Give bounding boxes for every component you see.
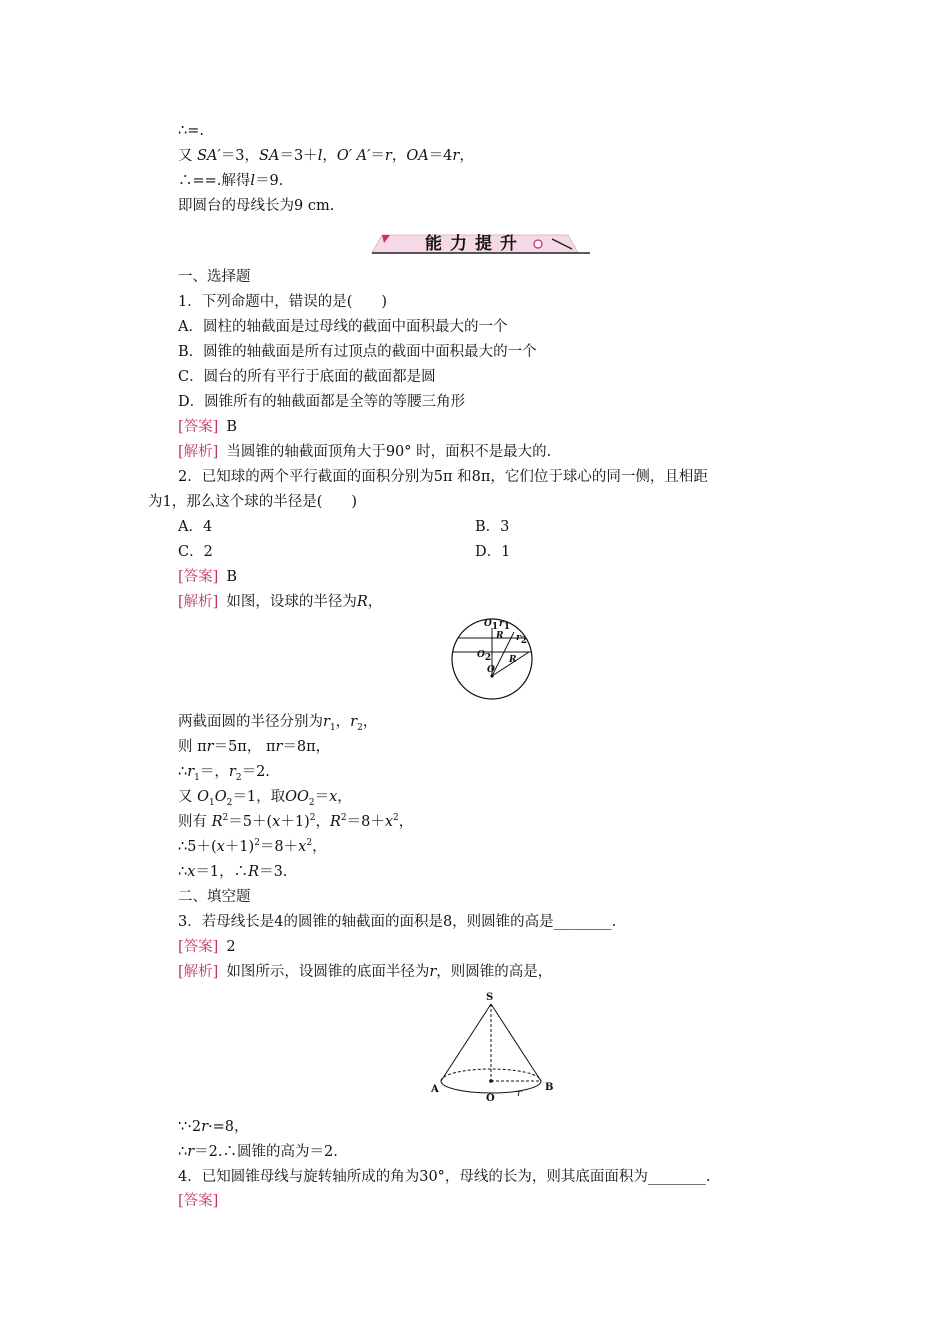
answer-line: [答案] B: [178, 419, 237, 435]
analysis-label: [解析]: [178, 594, 219, 610]
answer-line: [答案] 2: [178, 939, 236, 955]
text-line: 则 πr＝5π， πr＝8π，: [178, 739, 331, 755]
fig-label-o1: $O_1$: [484, 619, 499, 632]
fig-label-a: A: [431, 1084, 439, 1095]
fig-label-o2: $O_2$: [477, 650, 492, 663]
option-c: C．2: [178, 544, 213, 560]
fig-label-r2: $r_2$: [516, 633, 528, 646]
answer-line: [答案] B: [178, 569, 237, 585]
fig-label-o: O: [486, 1093, 495, 1104]
text-line: $\therefore 5+(x+1)^2=8+x^2$，: [178, 838, 327, 855]
fig-label-s: S: [486, 992, 494, 1003]
text-line: $\therefore r_1=$，$r_2=2$.: [178, 764, 270, 783]
option-a: A．圆柱的轴截面是过母线的截面中面积最大的一个: [178, 319, 508, 335]
fig-label-R-upper: R: [496, 631, 504, 641]
question-stem: 4．已知圆锥母线与旋转轴所成的角为30°，母线的长为，则其底面面积为________.: [178, 1169, 711, 1185]
analysis-line: [解析] 如图，设球的半径为R，: [178, 594, 383, 610]
fig-label-R-lower: R: [509, 655, 517, 665]
analysis-label: [解析]: [178, 964, 219, 980]
analysis-line: [解析] 当圆锥的轴截面顶角大于90° 时，面积不是最大的.: [178, 444, 552, 460]
fig-label-o: O: [487, 665, 495, 675]
question-stem-cont: 为1，那么这个球的半径是( ): [148, 494, 358, 510]
text-line: 两截面圆的半径分别为$r_1$，$r_2$，: [178, 714, 378, 733]
question-stem: 2．已知球的两个平行截面的面积分别为5π 和8π，它们位于球心的同一侧，且相距: [178, 469, 708, 485]
text-line: 又 SA′＝3，SA＝3＋l，O′ A′＝r，OA＝4r，: [178, 148, 474, 164]
text-line: ∴==.解得l＝9.: [178, 173, 284, 189]
option-b: B．圆锥的轴截面是所有过顶点的截面中面积最大的一个: [178, 344, 537, 360]
answer-label: [答案]: [178, 419, 219, 435]
answer-label: [答案]: [178, 1193, 219, 1209]
analysis-line: [解析] 如图所示，设圆锥的底面半径为r，则圆锥的高是，: [178, 964, 553, 980]
section-heading: 二、填空题: [178, 889, 251, 905]
text-line: ∴x＝1，∴R＝3.: [178, 864, 288, 880]
option-b: B．3: [475, 519, 510, 535]
text-line: ∵·2r·=8，: [178, 1119, 249, 1135]
text-line: ∴r＝2.∴圆锥的高为＝2.: [178, 1144, 338, 1160]
text-line: 则有 $R^2=5+(x+1)^2$，$R^2=8+x^2$，: [178, 813, 414, 830]
answer-label: [答案]: [178, 939, 219, 955]
text-line: 即圆台的母线长为9 cm.: [178, 198, 335, 214]
fig-label-r1: $r_1$: [499, 619, 511, 632]
option-d: D．圆锥所有的轴截面都是全等的等腰三角形: [178, 394, 466, 410]
answer-line: [178, 1191, 218, 1211]
banner-title: 能力提升: [425, 234, 525, 254]
section-heading: 一、选择题: [178, 269, 251, 285]
section-banner: [360, 231, 590, 257]
analysis-label: [解析]: [178, 444, 219, 460]
question-stem: 3．若母线长是4的圆锥的轴截面的面积是8，则圆锥的高是________.: [178, 914, 617, 930]
option-d: D．1: [475, 544, 511, 560]
fig-label-b: B: [545, 1082, 554, 1093]
text-line: ∴=.: [178, 123, 204, 139]
answer-label: [答案]: [178, 569, 219, 585]
question-stem: 1．下列命题中，错误的是( ): [178, 294, 388, 310]
option-a: A．4: [178, 519, 213, 535]
option-c: C．圆台的所有平行于底面的截面都是圆: [178, 369, 436, 385]
fig-label-r: r: [517, 1088, 522, 1099]
text-line: 又 $O_1O_2=1$，取$OO_2=x$，: [178, 789, 352, 808]
